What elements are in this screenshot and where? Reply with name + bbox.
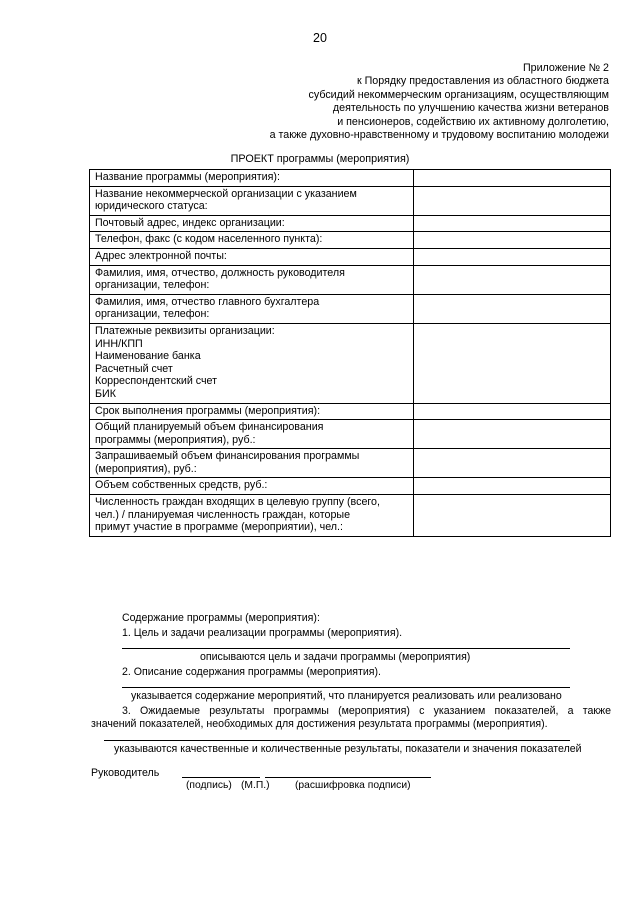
field-label-cell [90, 403, 414, 420]
field-value-cell[interactable] [413, 449, 610, 478]
table-row [90, 495, 611, 537]
appendix-line: к Порядку предоставления из областного бюджета [356, 75, 609, 88]
table-row [90, 294, 611, 323]
field-label-cell [90, 265, 414, 294]
field-label-line: Общий планируемый объем финансирования [95, 421, 324, 434]
field-label-line: Фамилия, имя, отчество главного бухгалтера [95, 295, 320, 308]
field-label-cell [90, 294, 414, 323]
decode-caption: (расшифровка подписи) [295, 780, 411, 791]
form-title: ПРОЕКТ программы (мероприятия) [230, 153, 410, 165]
table-row [90, 232, 611, 249]
stamp-caption: (М.П.) [241, 780, 270, 791]
fill-line-2 [122, 687, 570, 688]
field-label-line: Расчетный счет [95, 362, 173, 375]
field-label-line: Корреспондентский счет [95, 375, 218, 388]
content-item-1: 1. Цель и задачи реализации программы (мероприятия). [122, 627, 403, 639]
field-label-line: Название некоммерческой организации с указанием [95, 187, 357, 200]
table-row [90, 170, 611, 187]
field-value-cell[interactable] [413, 403, 610, 420]
field-label-cell [90, 495, 414, 537]
appendix-line: и пенсионеров, содействию их активному долголетию, [337, 115, 609, 128]
field-label-line: Запрашиваемый объем финансирования программы [95, 450, 360, 463]
content-hint-2: указывается содержание мероприятий, что планируется реализовать или реализовано [131, 690, 562, 702]
field-label-cell [90, 449, 414, 478]
field-value-cell[interactable] [413, 248, 610, 265]
appendix-line: субсидий некоммерческим организациям, осуществляющим [308, 88, 609, 101]
content-item-3-line-1: 3. Ожидаемые результаты программы (мероприятия) с указанием показателей, а также [122, 705, 611, 717]
field-label-line: Фамилия, имя, отчество, должность руководителя [95, 266, 345, 279]
field-value-cell[interactable] [413, 170, 610, 187]
fill-line-3 [104, 740, 570, 741]
appendix-line: деятельность по улучшению качества жизни ветеранов [332, 102, 609, 115]
signature-caption: (подпись) [186, 780, 232, 791]
field-value-cell[interactable] [413, 232, 610, 249]
table-row [90, 420, 611, 449]
field-label-cell [90, 323, 414, 403]
field-label-cell [90, 478, 414, 495]
field-label-line: организации, телефон: [95, 308, 210, 321]
signature-label: Руководитель [91, 767, 160, 779]
field-value-cell[interactable] [413, 265, 610, 294]
field-value-cell[interactable] [413, 420, 610, 449]
field-value-cell[interactable] [413, 294, 610, 323]
field-label-line: (мероприятия), руб.: [95, 462, 197, 475]
signature-decode-line [265, 777, 431, 778]
field-label-line: организации, телефон: [95, 279, 210, 292]
table-row [90, 248, 611, 265]
form-table [89, 169, 611, 537]
field-label-line: Срок выполнения программы (мероприятия): [95, 404, 321, 417]
appendix-block [149, 62, 609, 142]
field-label-line: юридического статуса: [95, 200, 208, 213]
table-row [90, 186, 611, 215]
field-label-line: программы (мероприятия), руб.: [95, 433, 256, 446]
field-value-cell[interactable] [413, 323, 610, 403]
field-label-line: ИНН/КПП [95, 337, 143, 350]
field-label-cell [90, 232, 414, 249]
field-label-line: Телефон, факс (с кодом населенного пункта): [95, 233, 323, 246]
field-value-cell[interactable] [413, 478, 610, 495]
field-label-cell [90, 170, 414, 187]
field-label-line: Объем собственных средств, руб.: [95, 479, 268, 492]
fill-line-1 [122, 648, 570, 649]
field-value-cell[interactable] [413, 215, 610, 232]
table-row [90, 478, 611, 495]
field-label-line: примут участие в программе (мероприятии), чел.: [95, 521, 343, 534]
appendix-line: а также духовно-нравственному и трудовому воспитанию молодежи [269, 129, 609, 142]
field-label-cell [90, 248, 414, 265]
table-row [90, 265, 611, 294]
content-hint-3: указываются качественные и количественные результаты, показатели и значения показателей [114, 743, 582, 755]
field-label-line: Почтовый адрес, индекс организации: [95, 216, 285, 229]
field-value-cell[interactable] [413, 186, 610, 215]
form-table-body [90, 170, 611, 537]
field-label-line: Платежные реквизиты организации: [95, 324, 275, 337]
signature-line [182, 777, 260, 778]
field-label-line: Наименование банка [95, 350, 201, 363]
content-heading: Содержание программы (мероприятия): [122, 612, 320, 624]
field-label-line: Численность граждан входящих в целевую группу (всего, [95, 496, 380, 509]
content-hint-1: описываются цель и задачи программы (мероприятия) [200, 651, 471, 663]
table-row [90, 215, 611, 232]
field-label-line: Название программы (мероприятия): [95, 171, 280, 183]
field-value-cell[interactable] [413, 495, 610, 537]
page-number: 20 [313, 31, 327, 45]
field-label-cell [90, 186, 414, 215]
table-row [90, 403, 611, 420]
appendix-line: Приложение № 2 [522, 62, 609, 74]
field-label-cell [90, 420, 414, 449]
content-item-2: 2. Описание содержания программы (мероприятия). [122, 666, 381, 678]
field-label-line: БИК [95, 387, 116, 400]
field-label-line: Адрес электронной почты: [95, 249, 227, 262]
field-label-line: чел.) / планируемая численность граждан, которые [95, 508, 351, 521]
table-row [90, 449, 611, 478]
content-item-3-line-2: значений показателей, необходимых для достижения результата программы (мероприятия). [91, 718, 548, 730]
field-label-cell [90, 215, 414, 232]
table-row [90, 323, 611, 403]
